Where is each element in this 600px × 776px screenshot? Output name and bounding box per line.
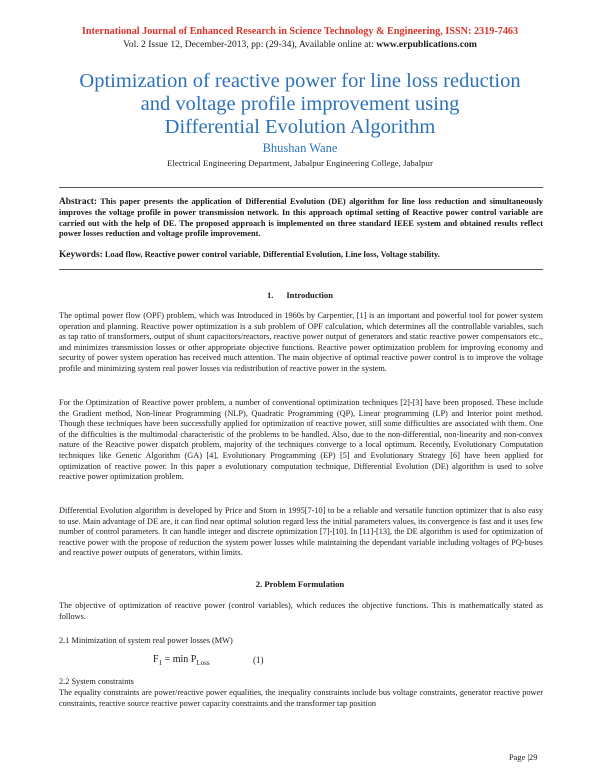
- keywords-text: Load flow, Reactive power control variable, Differential Evolution, Line loss, Voltage stability.: [102, 250, 440, 259]
- intro-paragraph-3: Differential Evolution algorithm is developed by Price and Storn in 1995[7-10] to be a reliable and versatile function optimizer that is also easy to use. Main advantage of DE are, it can find near optimal solution regard less the initial parameters values, its convergence is fast and it uses few number of control parameters. It can handle integer and discrete optimization [7]-[10]. In [11]-[13], the DE algorithm is used for optimization of reactive power with the propose of reduction the system power losses while maintaining the dependant variable including voltages of PQ-buses and reactive power outputs of generators, within limits.: [59, 506, 543, 558]
- subsection-2-2: 2.2 System constraints: [59, 677, 134, 686]
- journal-url[interactable]: www.erpublications.com: [376, 39, 477, 50]
- author-name: Bhushan Wane: [262, 141, 338, 155]
- keywords: [59, 250, 543, 260]
- eq-rhs-sub: Loss: [196, 659, 210, 667]
- subsection-2-1: 2.1 Minimization of system real power losses (MW): [59, 636, 233, 645]
- author-affiliation: Electrical Engineering Department, Jabalpur Engineering College, Jabalpur: [167, 158, 433, 168]
- keywords-label: Keywords:: [59, 250, 103, 260]
- eq-lhs: F: [153, 654, 159, 665]
- title-line-2: and voltage profile improvement using: [140, 93, 460, 115]
- title-line-3: Differential Evolution Algorithm: [164, 116, 436, 138]
- issue-text: Vol. 2 Issue 12, December-2013, pp: (29-34), Available online at:: [123, 39, 377, 50]
- problem-paragraph-1: The objective of optimization of reactive power (control variables), which reduces the objective functions. This is mathematically stated as follows.: [59, 601, 543, 621]
- eq-lhs-sub: 1: [158, 659, 163, 667]
- abstract: [59, 197, 543, 240]
- problem-paragraph-2: The equality constraints are power/reactive power equalities, the inequality constraints include bus voltage constraints, generator reactive power constraints, reactive source reactive power capacity constraints and the transformer tap position: [59, 688, 543, 708]
- intro-paragraph-1: The optimal power flow (OPF) problem, which was Introduced in 1960s by Carpentier, [1] is an important and powerful tool for power system operation and planning. Reactive power optimization is a sub problem of OPF calculation, which determines all the controllable variables, such as tap ratio of transformers, output of shunt capacitors/reactors, reactive power output of generators and static reactive power compensators etc., and minimizes transmission losses or other appropriate objective functions. Reactive power optimization problem for improving economy and security of power system operation has received much attention. The main objective of optimal reactive power control is to improve the voltage profile and minimizing system real power losses via redistribution of reactive power in the system.: [59, 311, 543, 373]
- abstract-text: This paper presents the application of Differential Evolution (DE) algorithm for line loss reduction and simultaneously improves the voltage profile in power transmission network. In this approach optimal setting of Reactive power control variable are carried out with the help of DE. The proposed approach is implemented on three standard IEEE system and obtained results reflect power losses reduction and voltage profile improvement.: [59, 197, 543, 239]
- section-heading-introduction: 1. Introduction: [267, 290, 333, 300]
- paper-title: [0, 70, 600, 139]
- title-line-1: Optimization of reactive power for line loss reduction: [79, 70, 521, 92]
- abstract-label: Abstract:: [59, 197, 98, 207]
- equation-1: [153, 654, 210, 667]
- page-number: Page |29: [509, 753, 538, 762]
- journal-header: International Journal of Enhanced Research in Science Technology & Engineering, ISSN: 2319-7463: [81, 26, 519, 37]
- eq-rhs: = min P: [162, 654, 197, 665]
- divider-bottom: [59, 269, 543, 270]
- intro-paragraph-2: For the Optimization of Reactive power problem, a number of conventional optimization techniques [2]-[3] have been proposed. These include the Gradient method, Non-linear Programming (NLP), Quadratic Programming (QP), Linear programming (LP) and Interior point method. Though these techniques have been successfully applied for optimization of reactive power, still some difficulties are associated with them. One of the difficulties is the multimodal characteristic of the problems to be handled. Also, due to the non-differential, non-linearity and non-convex nature of the Reactive power dispatch problem, majority of the techniques converge to a local optimum. Recently, Evolutionary Computation techniques like Genetic Algorithm (GA) [4], Evolutionary Programming (EP) [5] and Evolutionary Strategy [6] have been applied for optimization of reactive power. In this paper a evolutionary computation technique, Differential Evolution (DE) algorithm is used to solve reactive power optimization problem.: [59, 398, 543, 482]
- equation-number: (1): [253, 655, 264, 665]
- issue-line: [0, 39, 600, 50]
- divider-top: [59, 187, 543, 188]
- section-heading-problem-formulation: 2. Problem Formulation: [255, 579, 345, 589]
